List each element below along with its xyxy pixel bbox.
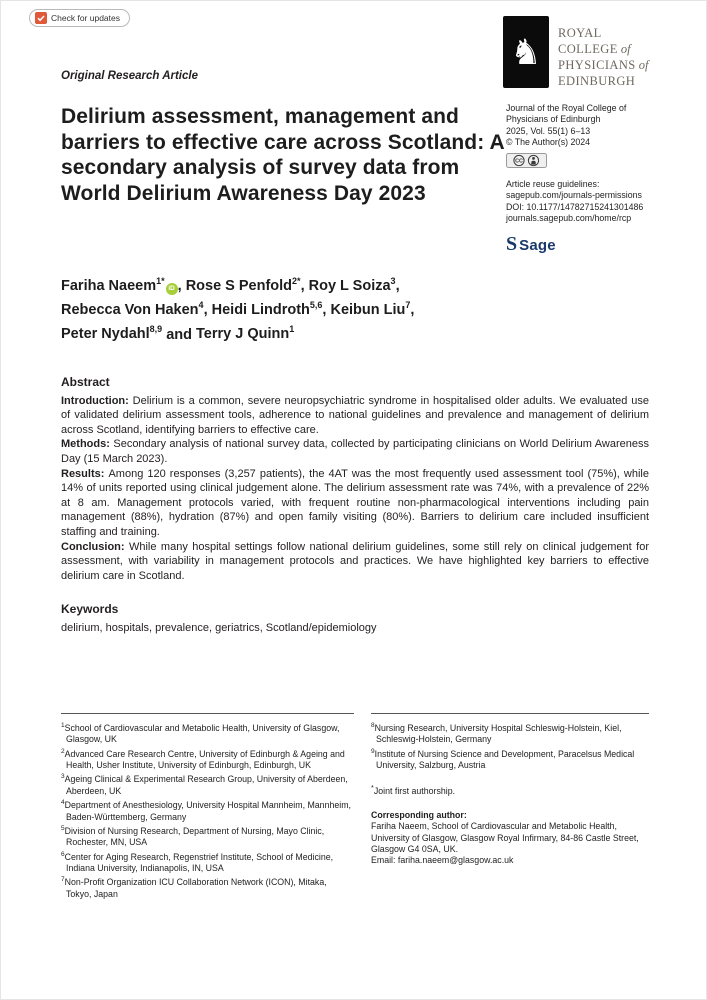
journal-citation-line: Physicians of Edinburgh — [506, 114, 601, 125]
author-affiliation-sup: 8,9 — [149, 324, 163, 335]
affiliation-number: 8 — [371, 722, 375, 729]
rcpe-logo-line: ROYAL — [558, 26, 602, 40]
author-name: Roy L Soiza$^3$ — [308, 276, 396, 294]
abstract-heading: Abstract — [61, 375, 110, 389]
affiliation-footnote: $^9$Institute of Nursing Science and Development, Paracelsus Medical University, Salzburg, Austria — [371, 747, 635, 771]
abstract-paragraph-label: Introduction: — [61, 394, 133, 407]
footnotes-right-items — [371, 720, 649, 771]
journal-citation-line: © The Author(s) 2024 — [506, 137, 591, 148]
affiliation-number: 7 — [61, 876, 65, 884]
rcpe-logo-of: of — [635, 58, 649, 72]
author-name: Rose S Penfold$^{2*}$ — [185, 276, 301, 294]
author-name: Rebecca Von Haken$^4$ — [61, 300, 204, 319]
author-name: Fariha Naeem$^{1*}$ — [61, 276, 165, 294]
reuse-link[interactable]: DOI: 10.1177/14782715241301486 — [506, 201, 644, 212]
abstract-paragraph-label: Methods: — [61, 438, 114, 451]
corresponding-author-heading: Corresponding author: — [371, 809, 467, 820]
check-for-updates-badge[interactable] — [29, 9, 130, 27]
check-for-updates-label: Check for updates — [51, 13, 120, 23]
corresponding-author-block — [371, 810, 649, 867]
journal-citation — [506, 103, 656, 149]
corresponding-author-text: Fariha Naeem, School of Cardiovascular and Metabolic Health, University of Glasgow, Glasgow Royal Infirmary, 84-86 Castle Street, Glasgow G4 0SA, UK. — [371, 821, 639, 855]
article-title: Delirium assessment, management and barriers to effective care across Scotland: A secondary analysis of survey data from World Delirium Awareness Day 2023 — [61, 105, 504, 205]
affiliation-footnote: $^5$Division of Nursing Research, Department of Nursing, Mayo Clinic, Rochester, MN, USA — [61, 824, 325, 848]
affiliation-footnote: $^8$Nursing Research, University Hospital Schleswig-Holstein, Kiel, Schleswig-Holstein, Germany — [371, 722, 622, 745]
orcid-icon[interactable]: iD — [166, 283, 178, 295]
sage-logo-word: Sage — [519, 236, 556, 254]
rcpe-logo-line: EDINBURGH — [558, 74, 636, 88]
affiliation-footnote: $^4$Department of Anesthesiology, University Hospital Mannheim, Mannheim, Baden-Württemberg, Germany — [61, 799, 351, 822]
rcpe-crest-icon: ♞ — [503, 16, 549, 88]
affiliation-number: 2 — [61, 747, 65, 755]
svg-text:CC: CC — [515, 158, 523, 165]
affiliation-number: 6 — [61, 850, 65, 858]
affiliation-number: 5 — [61, 824, 65, 832]
sage-logo — [506, 234, 656, 254]
rcpe-logo-line: COLLEGE of — [558, 42, 631, 56]
journal-citation-line: Journal of the Royal College of — [506, 103, 627, 113]
cc-license-badge[interactable] — [506, 153, 547, 171]
joint-authorship-text: Joint first authorship. — [373, 786, 456, 797]
crossmark-icon — [35, 12, 47, 24]
rcpe-logo — [503, 16, 649, 89]
author-name: Terry J Quinn$^1$ — [196, 324, 295, 343]
keywords-text: delirium, hospitals, prevalence, geriatrics, Scotland/epidemiology — [61, 621, 377, 634]
footnotes-left-column — [61, 713, 354, 900]
rcpe-logo-of: of — [617, 42, 631, 56]
journal-info-column — [506, 103, 656, 254]
author-name: Keibun Liu$^7$ — [330, 300, 411, 319]
author-affiliation-sup: 5,6 — [309, 300, 323, 311]
keywords-section — [61, 602, 649, 635]
reuse-link[interactable]: sagepub.com/journals-permissions — [506, 190, 642, 201]
author-affiliation-sup: 3 — [390, 276, 396, 286]
author-name: Peter Nydahl$^{8,9}$ — [61, 324, 163, 343]
author-affiliation-sup: 4 — [198, 300, 204, 311]
author-name: Heidi Lindroth$^{5,6}$ — [211, 300, 323, 319]
abstract-section — [61, 375, 649, 583]
abstract-paragraph: Results: Among 120 responses (3,257 patients), the 4AT was the most frequently used assessment tool (75%), while 14% of units reported using clinical judgement alone. The delirium assessment rate was 74%, with a prevalence of 22% at 8 am. Management protocols varied, with frequent routine non-pharmacological interventions including pain management (88%), hydration (87%) and open family visiting (80%). Barriers to delirium care included insufficient staffing and training. — [61, 467, 649, 538]
affiliation-footnote: $^2$Advanced Care Research Centre, University of Edinburgh & Ageing and Health, Usher Institute, University of Edinburgh, Edinburgh, UK — [61, 747, 345, 771]
author-affiliation-sup: 1 — [289, 324, 295, 335]
author-affiliation-sup: 2* — [292, 276, 301, 286]
affiliation-footnote: $^3$Ageing Clinical & Experimental Research Group, University of Aberdeen, Aberdeen, UK — [61, 773, 348, 796]
affiliation-footnote: $^6$Center for Aging Research, Regenstrief Institute, School of Medicine, Indiana University, Indianapolis, IN, USA — [61, 850, 334, 873]
abstract-body — [61, 394, 649, 584]
author-affiliation-sup: 1* — [156, 276, 165, 286]
reuse-link[interactable]: journals.sagepub.com/home/rcp — [506, 213, 632, 224]
corresponding-author-email-line — [371, 855, 649, 866]
footnotes-right-column — [371, 713, 649, 900]
joint-authorship-mark: * — [371, 783, 374, 793]
abstract-paragraph-label: Conclusion: — [61, 540, 129, 553]
article-reuse-info — [506, 179, 656, 225]
footnotes — [61, 713, 649, 900]
rcpe-logo-text — [558, 16, 649, 89]
abstract-paragraph: Conclusion: While many hospital settings follow national delirium guidelines, some still rely on clinical judgement for assessment, with variability in management protocols and practices. We have highlighted key barriers to effective delirium care in Scotland. — [61, 540, 649, 582]
affiliation-number: 4 — [61, 799, 65, 807]
sage-logo-mark: S — [506, 232, 518, 255]
email-label: Email: — [371, 855, 398, 866]
joint-authorship-note — [371, 782, 649, 797]
abstract-paragraph: Methods: Secondary analysis of national survey data, collected by participating clinicians on World Delirium Awareness Day (15 March 2023). — [61, 438, 649, 465]
abstract-paragraph: Introduction: Delirium is a common, severe neuropsychiatric syndrome in hospitalised older adults. We evaluated use of validated delirium assessment tools, adherence to national guidelines and prevalence and management of delirium across Scotland, identifying barriers to effective care. — [61, 394, 649, 436]
affiliation-number: 1 — [61, 722, 65, 729]
affiliation-footnote: $^7$Non-Profit Organization ICU Collaboration Network (ICON), Mitaka, Tokyo, Japan — [61, 876, 327, 899]
abstract-paragraph-label: Results: — [61, 467, 109, 480]
affiliation-number: 3 — [61, 773, 65, 781]
affiliation-number: 9 — [371, 747, 375, 755]
journal-citation-line: 2025, Vol. 55(1) 6–13 — [506, 125, 591, 136]
email-link[interactable]: fariha.naeem@glasgow.ac.uk — [397, 855, 514, 866]
rcpe-logo-line: PHYSICIANS of — [558, 58, 649, 72]
author-affiliation-sup: 7 — [405, 300, 411, 311]
affiliation-footnote: $^1$School of Cardiovascular and Metabolic Health, University of Glasgow, Glasgow, UK — [61, 722, 340, 745]
reuse-label: Article reuse guidelines: — [506, 179, 600, 190]
keywords-heading: Keywords — [61, 602, 119, 616]
author-list: Fariha Naeem$^{1*}$iD , Rose S Penfold$^{2*}$, Roy L Soiza$^3$, Rebecca Von Haken$^4$, Heidi Lindroth$^{5,6}$, Keibun Liu$^7$, Peter Nydahl$^{8,9}$ and Terry J Quinn$^1$ — [61, 276, 415, 343]
article-type-label: Original Research Article — [61, 70, 198, 82]
